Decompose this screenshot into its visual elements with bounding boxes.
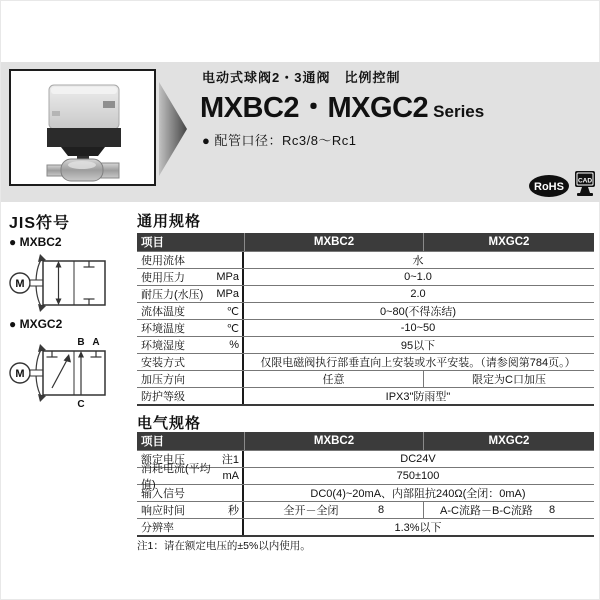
spec-item-unit: %: [229, 339, 239, 351]
spec-value: 1.3%以下: [394, 522, 442, 534]
spec-item-label: [137, 485, 244, 501]
footnote: 注1：请在额定电压的±5%以内使用。: [137, 540, 311, 552]
spec-item-name: 输入信号: [141, 488, 185, 500]
spec-value: DC24V: [400, 453, 436, 465]
general-spec-heading: 通用规格: [137, 213, 202, 230]
port-c-label: C: [77, 399, 85, 410]
spec-row: [137, 353, 594, 370]
spec-value: DC0(4)~20mA、内部阻抗240Ω(全闭：0mA): [310, 488, 526, 500]
spec-item-name: 消耗电流(平均值): [141, 463, 211, 491]
cad-badge-label: CAD: [577, 177, 593, 185]
spec-value: 2.0: [410, 288, 426, 300]
spec-value: 0~80(不得冻结): [379, 306, 457, 318]
spec-item-name: 使用流体: [141, 255, 185, 267]
spec-item-label: [137, 388, 244, 404]
spec-column-header: MXGC2: [423, 233, 594, 251]
spec-item-name: 防护等级: [141, 391, 185, 403]
spec-value: [423, 502, 594, 518]
spec-table-header: [137, 432, 594, 450]
spec-item-label: [137, 337, 244, 353]
spec-item-unit: 秒: [228, 505, 239, 517]
spec-value-number: 8: [549, 504, 556, 516]
spec-value: -10~50: [400, 322, 436, 334]
jis-model-mxbc2-label: ● MXBC2: [9, 235, 62, 249]
spec-value: 95以下: [400, 340, 436, 352]
spec-item-name: 加压方向: [141, 374, 185, 386]
spec-item-label: [137, 320, 244, 336]
motor-label: M: [15, 278, 25, 290]
spec-row: [137, 319, 594, 336]
spec-item-label: [137, 519, 244, 535]
spec-item-name: 环境温度: [141, 323, 185, 335]
spec-item-unit: MPa: [216, 288, 239, 300]
spec-item-label: [137, 502, 244, 518]
product-title: [200, 85, 484, 126]
spec-row: [137, 302, 594, 319]
spec-item-unit: 注1: [221, 454, 239, 466]
spec-item-unit: MPa: [216, 271, 239, 283]
spec-row: [137, 518, 594, 535]
spec-item-name: 分辨率: [141, 522, 174, 534]
spec-row: [137, 463, 594, 491]
spec-row: [137, 370, 594, 387]
spec-item-label: [137, 463, 244, 491]
product-subtitle: 电动式球阀2・3通阀 比例控制: [202, 70, 401, 85]
port-a-label: A: [92, 337, 100, 348]
spec-item-unit: ℃: [226, 322, 239, 335]
spec-item-name: 环境湿度: [141, 340, 185, 352]
spec-item-label: [137, 354, 244, 370]
product-title-main: MXBC2・MXGC2: [200, 92, 429, 124]
spec-item-label: [137, 252, 244, 268]
spec-value: 0~1.0: [404, 271, 432, 283]
product-photo-valve: [11, 71, 154, 184]
spec-item-name: 耐压力(水压): [141, 289, 204, 301]
spec-row: [137, 387, 594, 404]
spec-value: IPX3"防雨型": [385, 391, 451, 403]
spec-value: [244, 502, 423, 518]
pipe-end-right: [101, 163, 119, 178]
spec-row: [137, 336, 594, 353]
spec-row: [137, 285, 594, 302]
cad-badge-icon: [573, 170, 597, 203]
pointer-arrow-icon: [159, 80, 189, 178]
spec-value: 任意: [322, 374, 345, 386]
spec-value: 750±100: [396, 470, 440, 482]
jis-symbol-mxbc2: [5, 251, 117, 320]
spec-item-unit: mA: [222, 470, 239, 482]
jis-symbol-heading: JIS符号: [9, 215, 71, 232]
spec-item-label: [137, 269, 244, 285]
general-spec-table: [137, 233, 594, 406]
pipe-size-line: ● 配管口径：Rc3/8～Rc1: [202, 133, 357, 148]
spec-value: 水: [412, 255, 424, 267]
actuator-base: [47, 128, 121, 147]
product-title-series: Series: [433, 102, 485, 121]
spec-item-label: [137, 371, 244, 387]
motor-label: M: [15, 368, 25, 380]
spec-column-header: MXBC2: [244, 432, 423, 450]
spec-value-text: 全开－全闭: [283, 505, 339, 517]
spec-item-name: 流体温度: [141, 306, 185, 318]
spec-row: [137, 268, 594, 285]
electrical-spec-table: [137, 432, 594, 537]
spec-item-label: [137, 303, 244, 319]
jis-symbol-mxgc2: [5, 335, 117, 420]
spec-row: [137, 484, 594, 501]
rohs-badge-label: RoHS: [534, 181, 564, 193]
spec-table-header: [137, 233, 594, 251]
spec-row: [137, 501, 594, 518]
spec-value-number: 8: [378, 504, 385, 516]
spec-item-unit: ℃: [226, 305, 239, 318]
port-b-label: B: [77, 337, 85, 348]
spec-value-text: A-C流路－B-C流路: [440, 505, 533, 517]
spec-column-header: MXBC2: [244, 233, 423, 251]
spec-column-header: MXGC2: [423, 432, 594, 450]
product-photo-frame: [9, 69, 156, 186]
spec-item-name: 安装方式: [141, 357, 185, 369]
jis-model-mxgc2-label: ● MXGC2: [9, 317, 63, 331]
rohs-badge-icon: [528, 174, 570, 203]
spec-row: [137, 251, 594, 268]
spec-value: 仅限电磁阀执行部垂直向上安装或水平安装。（请参阅第784页。）: [260, 357, 576, 369]
spec-item-name: 使用压力: [141, 272, 185, 284]
spec-column-header: 项目: [141, 436, 164, 448]
spec-item-name: 响应时间: [141, 505, 185, 517]
spec-item-label: [137, 286, 244, 302]
spec-value: 限定为C口加压: [423, 371, 594, 387]
electrical-spec-heading: 电气规格: [137, 415, 202, 432]
spec-column-header: 项目: [141, 237, 164, 249]
spec-item-name: 额定电压: [141, 454, 185, 466]
